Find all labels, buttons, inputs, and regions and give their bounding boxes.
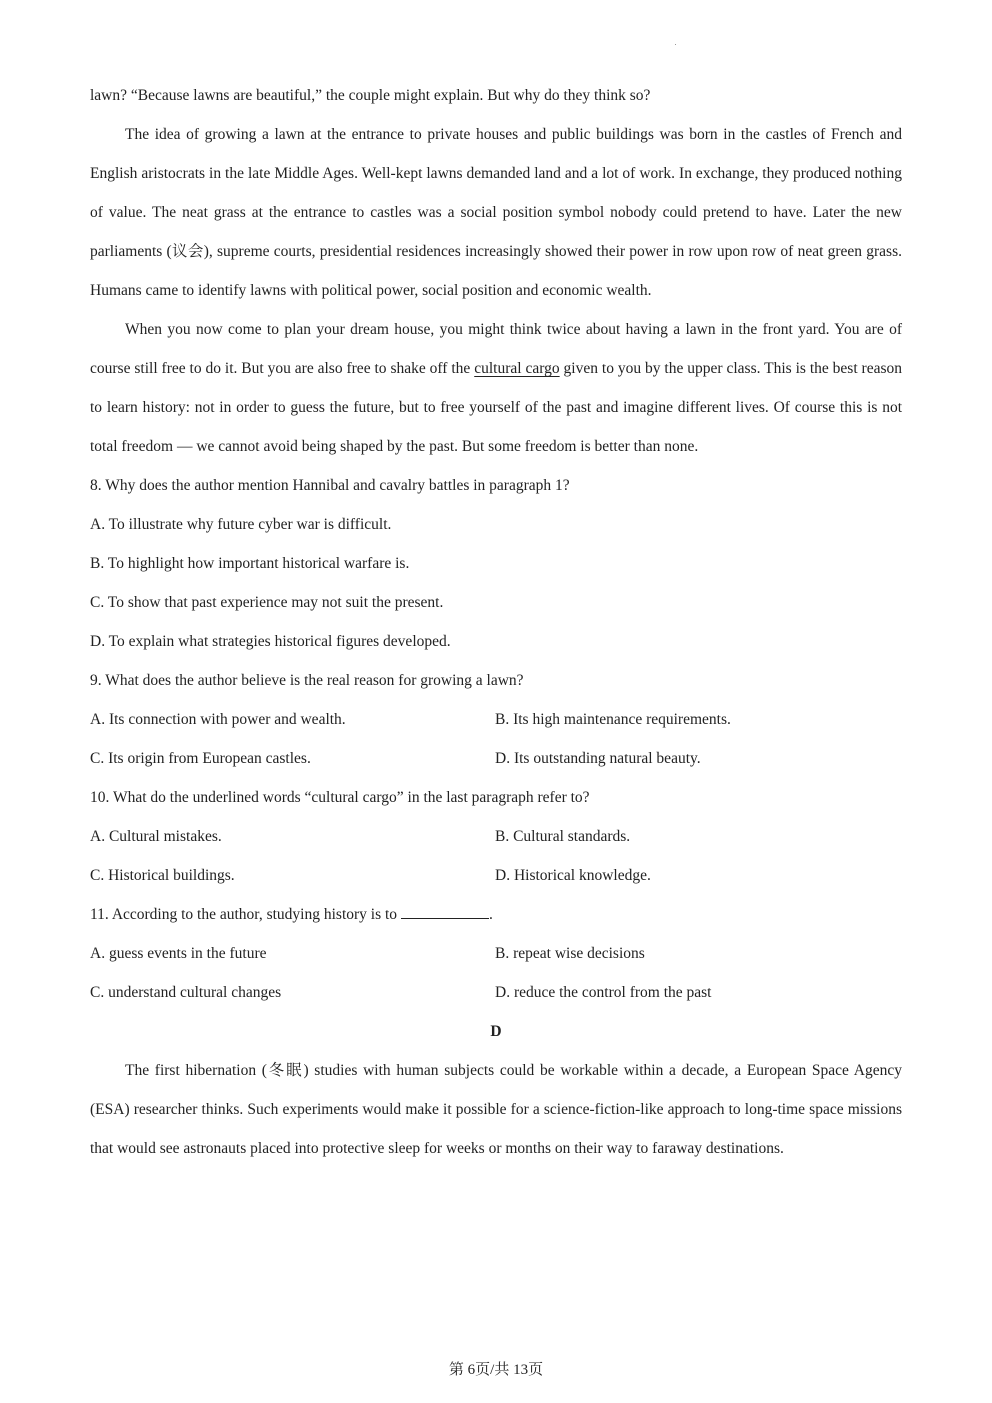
question-11-stem (90, 895, 902, 934)
question-10-options-row-1 (90, 817, 902, 856)
question-10-option-d: D. Historical knowledge. (495, 867, 651, 884)
paragraph-3-text-end: given to you by the upper class. This is the best reason to learn history: not in order to guess the future, but to free yourself of the past and imagine different lives. Of course this is not total freedom — we cannot avoid being shaped by the past. But some freedom is better than none. (90, 360, 903, 455)
question-11-option-d: D. reduce the control from the past (495, 984, 712, 1001)
passage-d-heading: D (490, 1023, 502, 1040)
question-10-option-a: A. Cultural mistakes. (90, 828, 222, 845)
question-11-option-c: C. understand cultural changes (90, 984, 282, 1001)
passage-c-continuation: lawn? “Because lawns are beautiful,” the couple might explain. But why do they think so? (90, 87, 651, 104)
scan-speck (675, 44, 676, 45)
question-9-stem: 9. What does the author believe is the real reason for growing a lawn? (90, 672, 524, 689)
document-page (90, 76, 902, 1168)
question-9-options-row-2 (90, 739, 902, 778)
question-11-stem-text: 11. According to the author, studying history is to (90, 906, 398, 923)
question-11-option-a: A. guess events in the future (90, 945, 267, 962)
question-11-stem-period: . (488, 906, 493, 923)
question-11-options-row-2 (90, 973, 902, 1012)
question-11-options-row-1 (90, 934, 902, 973)
passage-c-paragraph-3 (90, 310, 902, 466)
answer-blank (401, 904, 489, 919)
passage-d-paragraph-1: The first hibernation (冬眠) studies with human subjects could be workable within a decade, a European Space Agency (ESA) researcher thinks. Such experiments would make it possible for a science-fiction-like approach to long-time space missions that would see astronauts placed into protective sleep for weeks or months on their way to faraway destinations. (90, 1062, 902, 1157)
question-9-option-d: D. Its outstanding natural beauty. (495, 750, 701, 767)
passage-c-paragraph-2: The idea of growing a lawn at the entrance to private houses and public buildings was born in the castles of French and English aristocrats in the late Middle Ages. Well-kept lawns demanded land and a lot of work. In exchange, they produced nothing of value. The neat grass at the entrance to castles was a social position symbol nobody could pretend to have. Later the new parliaments (议会), supreme courts, presidential residences increasingly showed their power in row upon row of neat green grass. Humans came to identify lawns with political power, social position and economic wealth. (90, 126, 902, 299)
question-9-options-row-1 (90, 700, 902, 739)
question-10-stem: 10. What do the underlined words “cultural cargo” in the last paragraph refer to? (90, 789, 590, 806)
question-11-option-b: B. repeat wise decisions (495, 945, 645, 962)
question-9-option-b: B. Its high maintenance requirements. (495, 711, 731, 728)
question-10-option-b: B. Cultural standards. (495, 828, 631, 845)
question-8-option-b: B. To highlight how important historical warfare is. (90, 555, 410, 572)
question-9-option-a: A. Its connection with power and wealth. (90, 711, 346, 728)
question-10-option-c: C. Historical buildings. (90, 867, 235, 884)
question-8-stem: 8. Why does the author mention Hannibal and cavalry battles in paragraph 1? (90, 477, 570, 494)
question-8-option-d: D. To explain what strategies historical figures developed. (90, 633, 451, 650)
question-8-option-c: C. To show that past experience may not suit the present. (90, 594, 444, 611)
paragraph-3-text-start: When you now come to plan your dream house, you might think twice about having a lawn in the front yard. You are of course still free to do it. But you are also free to shake off the (90, 321, 902, 377)
underlined-phrase: cultural cargo (474, 360, 560, 377)
question-10-options-row-2 (90, 856, 902, 895)
question-9-option-c: C. Its origin from European castles. (90, 750, 311, 767)
page-number-footer: 第 6页/共 13页 (448, 1362, 544, 1378)
question-8-option-a: A. To illustrate why future cyber war is difficult. (90, 516, 392, 533)
